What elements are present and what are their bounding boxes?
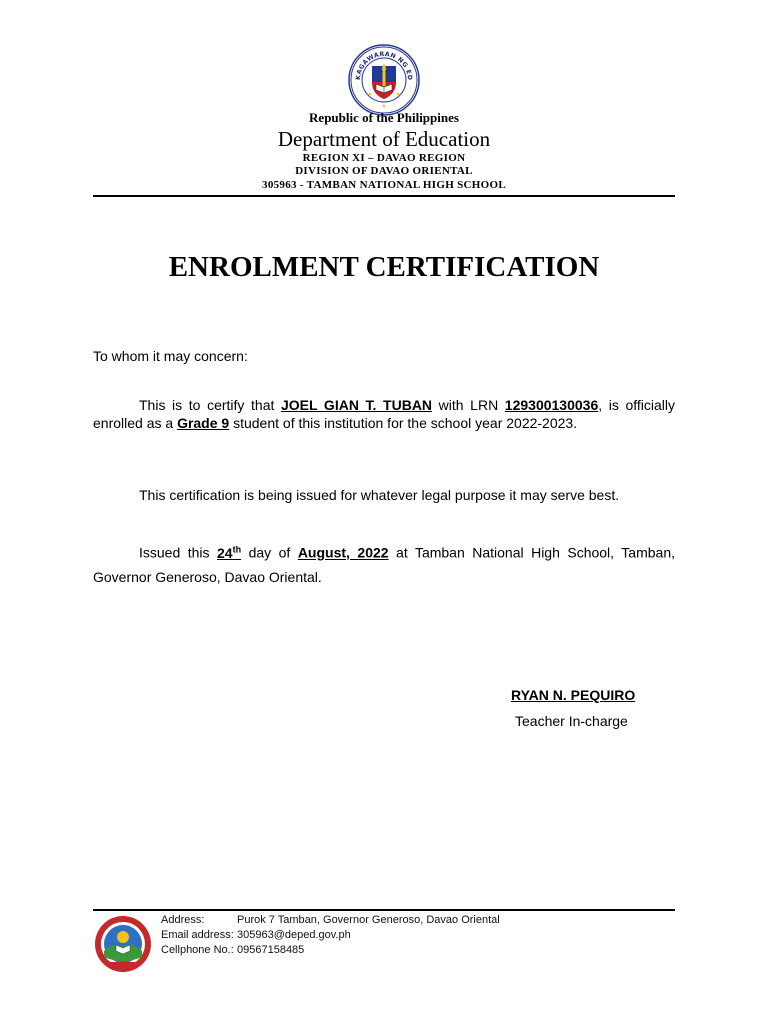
footer-address: Address: Purok 7 Tamban, Governor Generoso, Davao Oriental: [161, 914, 500, 926]
document-title: ENROLMENT CERTIFICATION: [168, 251, 600, 283]
republic-line: Republic of the Philippines: [309, 110, 459, 125]
lrn-number: 129300130036: [504, 397, 599, 413]
signatory-name: RYAN N. PEQUIRO: [511, 687, 636, 703]
region-line: REGION XI – DAVAO REGION: [302, 152, 466, 164]
school-line: 305963 - TAMBAN NATIONAL HIGH SCHOOL: [262, 179, 506, 191]
school-logo: [94, 915, 152, 973]
student-name: JOEL GIAN T. TUBAN: [281, 397, 433, 413]
header-divider: [93, 195, 675, 197]
issue-month-year: August, 2022: [297, 544, 389, 561]
department-name: Department of Education: [277, 127, 491, 151]
purpose-paragraph: This certification is being issued for whatever legal purpose it may serve best.: [139, 487, 620, 503]
signatory-position: Teacher In-charge: [515, 713, 628, 729]
footer-phone: Cellphone No.: 09567158485: [161, 944, 305, 956]
issued-paragraph: Issued this 24th day of August, 2022 at Tamban National High School, Tamban, Governor Generoso, Davao Oriental.: [93, 544, 675, 585]
grade-level: Grade 9: [177, 415, 230, 431]
footer-email: Email address: 305963@deped.gov.ph: [161, 929, 351, 941]
seal-text: KAGAWARAN NG ED: [354, 50, 414, 81]
salutation: To whom it may concern:: [93, 348, 248, 364]
certification-paragraph: This is to certify that JOEL GIAN T. TUBAN with LRN 129300130036, is officially enrolled as a Grade 9 student of this institution for the school year 2022-2023.: [93, 397, 676, 431]
footer-divider: [93, 909, 675, 911]
deped-seal-logo: [348, 44, 420, 116]
division-line: DIVISION OF DAVAO ORIENTAL: [295, 165, 473, 177]
issue-day: 24th: [217, 544, 242, 561]
